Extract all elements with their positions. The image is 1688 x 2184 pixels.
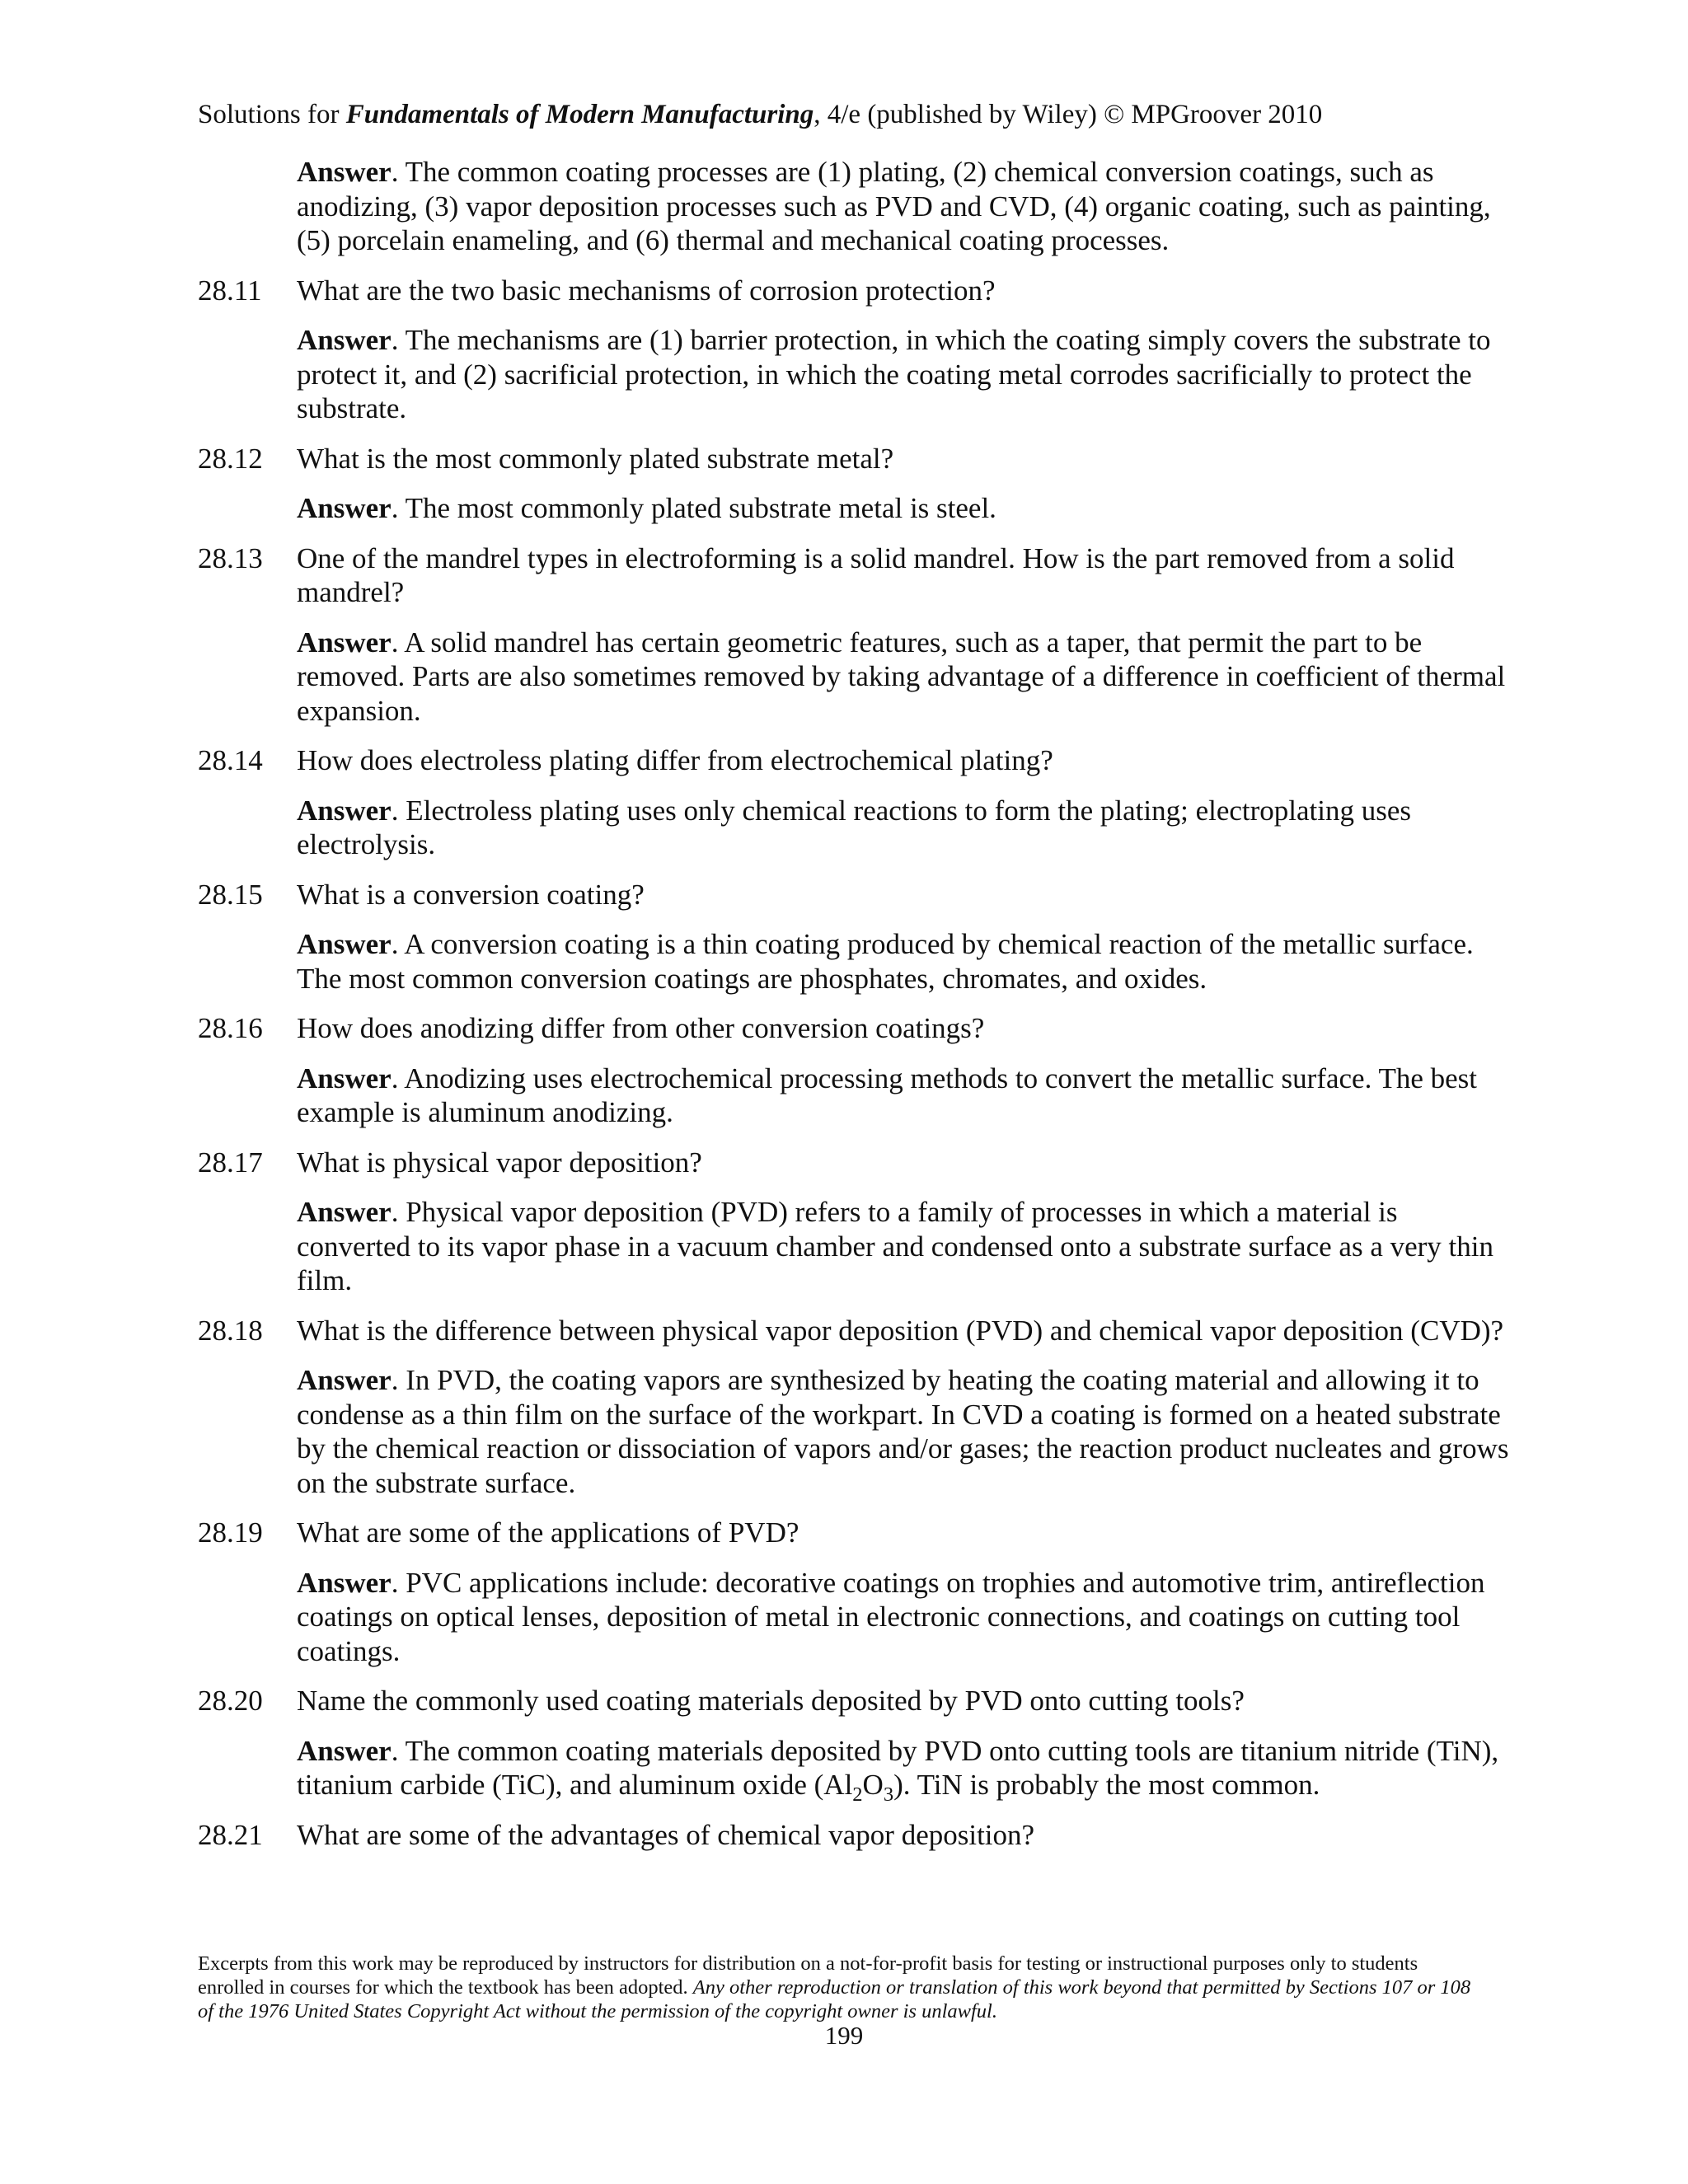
answer-text: . The common coating processes are (1) plating, (2) chemical conversion coatings, such as anodizing, (3) vapor deposition processes such as PVD and CVD, (4) organic coating, such as painting, (5) porcelain enameling, and (6) thermal and mechanical coating processes. [297, 156, 1491, 256]
answer-block [297, 155, 1517, 258]
copyright-plain: Excerpts from this work may be reproduced by instructors for distribution on a not-for-profit basis for testing or instructional purposes only to students enrolled in courses for which the textbook has been adopted. [198, 1952, 1418, 1999]
question-block [198, 1516, 1517, 1550]
question-block [198, 274, 1517, 308]
answer-block [297, 927, 1517, 996]
question-number: 28.18 [198, 1314, 263, 1347]
question-number: 28.19 [198, 1516, 263, 1549]
subscript-3: 3 [883, 1783, 894, 1806]
question-text: How does electroless plating differ from electrochemical plating? [297, 744, 1053, 776]
question-block [198, 1011, 1517, 1046]
question-text: What are some of the advantages of chemical vapor deposition? [297, 1818, 1035, 1851]
subscript-2: 2 [852, 1783, 863, 1806]
answer-block [297, 491, 1517, 526]
question-number: 28.13 [198, 541, 263, 574]
answer-label: Answer [297, 492, 392, 524]
question-number: 28.14 [198, 744, 263, 776]
answer-block [297, 323, 1517, 426]
question-number: 28.11 [198, 274, 262, 307]
answer-text: O [862, 1769, 884, 1801]
page-number: 199 [824, 2021, 864, 2050]
question-block [198, 1818, 1517, 1853]
answer-label: Answer [297, 156, 392, 188]
question-block [198, 1684, 1517, 1718]
answer-text: . In PVD, the coating vapors are synthesized by heating the coating material and allowing it to condense as a thin film on the surface of the workpart. In CVD a coating is formed on a heated substrate by the chemical reaction or dissociation of vapors and/or gases; the reaction product nucleates and grows on the substrate surface. [297, 1364, 1509, 1499]
answer-block [297, 1363, 1517, 1500]
answer-label: Answer [297, 1196, 392, 1228]
question-block [198, 442, 1517, 476]
question-text: What is a conversion coating? [297, 878, 645, 911]
answer-label: Answer [297, 1364, 392, 1396]
question-number: 28.21 [198, 1818, 263, 1851]
question-block [198, 1314, 1517, 1348]
question-number: 28.12 [198, 442, 263, 475]
answer-text: . Anodizing uses electrochemical processing methods to convert the metallic surface. The best example is aluminum anodizing. [297, 1062, 1477, 1128]
header-prefix: Solutions for [198, 100, 346, 129]
answer-text: . Physical vapor deposition (PVD) refers to a family of processes in which a material is converted to its vapor phase in a vacuum chamber and condensed onto a substrate surface as a very thin film. [297, 1196, 1493, 1296]
question-number: 28.16 [198, 1012, 263, 1044]
question-text: Name the commonly used coating materials deposited by PVD onto cutting tools? [297, 1685, 1245, 1717]
question-block [198, 878, 1517, 912]
question-number: 28.15 [198, 878, 263, 911]
header-suffix: , 4/e (published by Wiley) © MPGroover 2010 [814, 100, 1323, 129]
qa-content [198, 155, 1517, 1868]
answer-text: . The most commonly plated substrate metal is steel. [391, 492, 996, 524]
answer-label: Answer [297, 1566, 392, 1599]
answer-block [297, 794, 1517, 862]
answer-block [297, 1734, 1517, 1806]
answer-block [297, 1195, 1517, 1298]
question-block [198, 1146, 1517, 1180]
answer-block [297, 1566, 1517, 1669]
question-number: 28.20 [198, 1685, 263, 1717]
question-number: 28.17 [198, 1146, 263, 1179]
answer-label: Answer [297, 324, 392, 356]
question-text: What is the most commonly plated substrate metal? [297, 442, 894, 475]
question-text: What is physical vapor deposition? [297, 1146, 702, 1179]
page-header [198, 97, 1322, 132]
answer-label: Answer [297, 928, 392, 960]
copyright-italic: Any other reproduction or translation of this work beyond that permitted by Sections 107 or 108 of the 1976 United States Copyright Act without the permission of the copyright owner is unlawful. [198, 1976, 1471, 2022]
answer-label: Answer [297, 1734, 392, 1767]
question-text: What is the difference between physical vapor deposition (PVD) and chemical vapor deposition (CVD)? [297, 1314, 1504, 1347]
copyright-notice [198, 1952, 1484, 2023]
question-text: What are some of the applications of PVD? [297, 1516, 799, 1549]
question-text: One of the mandrel types in electroforming is a solid mandrel. How is the part removed from a solid mandrel? [297, 541, 1455, 608]
answer-text: . PVC applications include: decorative coatings on trophies and automotive trim, antireflection coatings on optical lenses, deposition of metal in electronic connections, and coatings on cutting tool coatings. [297, 1566, 1485, 1667]
answer-text: . A solid mandrel has certain geometric features, such as a taper, that permit the part to be removed. Parts are also sometimes removed by taking advantage of a difference in coefficient of thermal expansion. [297, 626, 1506, 727]
answer-text: . The common coating materials deposited by PVD onto cutting tools are titanium nitride (TiN), titanium carbide (TiC), and aluminum oxide (Al [297, 1734, 1499, 1801]
question-text: What are the two basic mechanisms of corrosion protection? [297, 274, 996, 307]
answer-label: Answer [297, 794, 392, 827]
answer-label: Answer [297, 626, 392, 658]
answer-text: . Electroless plating uses only chemical reactions to form the plating; electroplating uses electrolysis. [297, 794, 1412, 860]
answer-text: ). TiN is probably the most common. [893, 1769, 1320, 1801]
answer-block [297, 1062, 1517, 1130]
question-text: How does anodizing differ from other conversion coatings? [297, 1012, 985, 1044]
answer-label: Answer [297, 1062, 392, 1094]
answer-text: . A conversion coating is a thin coating produced by chemical reaction of the metallic surface. The most common conversion coatings are phosphates, chromates, and oxides. [297, 928, 1474, 995]
book-title: Fundamentals of Modern Manufacturing [345, 100, 814, 129]
question-block [198, 541, 1517, 610]
question-block [198, 743, 1517, 778]
answer-block [297, 626, 1517, 729]
answer-text: . The mechanisms are (1) barrier protection, in which the coating simply covers the substrate to protect it, and (2) sacrificial protection, in which the coating metal corrodes sacrificially to protect the substrate. [297, 324, 1491, 424]
